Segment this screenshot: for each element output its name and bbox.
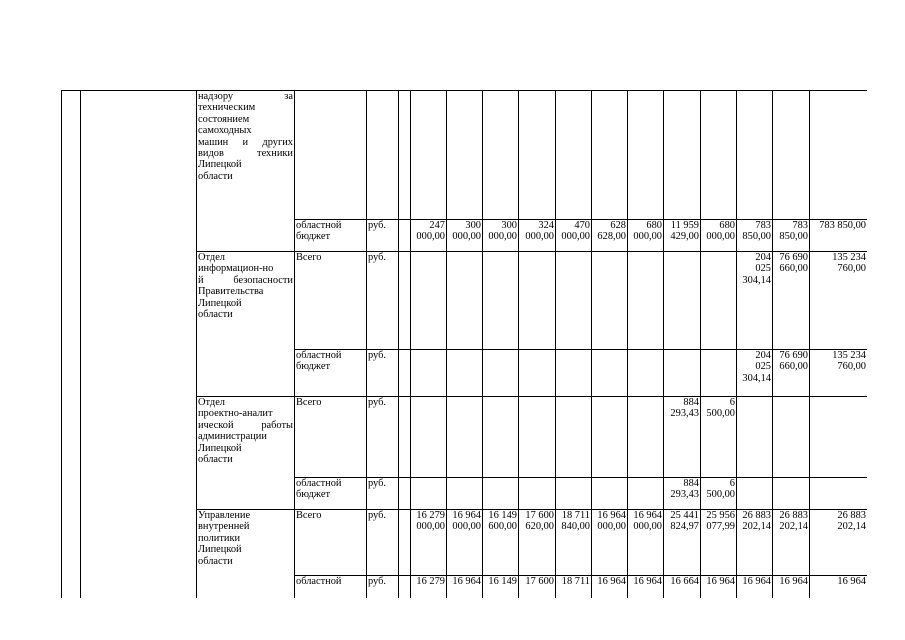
program-cell bbox=[81, 91, 197, 599]
organization-line: Липецкой bbox=[198, 297, 242, 309]
spacer-cell bbox=[399, 220, 411, 252]
amount-cell bbox=[737, 91, 773, 220]
amount-cell bbox=[556, 397, 592, 478]
organization-line: видов техники bbox=[198, 148, 293, 160]
unit-cell: руб. bbox=[367, 220, 399, 252]
amount-cell: 25 441 824,97 bbox=[664, 510, 701, 576]
amount-cell: 680 000,00 bbox=[628, 220, 664, 252]
amount-cell bbox=[411, 252, 447, 350]
amount-cell bbox=[556, 252, 592, 350]
amount-cell: 17 600 bbox=[519, 576, 556, 599]
organization-line: политики bbox=[198, 532, 241, 544]
amount-cell: 204 025 304,14 bbox=[737, 252, 773, 350]
amount-cell bbox=[701, 252, 737, 350]
amount-cell bbox=[628, 350, 664, 397]
funding-source-cell: Всего bbox=[295, 252, 367, 350]
amount-cell: 16 279 000,00 bbox=[411, 510, 447, 576]
organization-cell bbox=[197, 397, 295, 510]
organization-line: области bbox=[198, 170, 233, 182]
organization-line: области bbox=[198, 309, 233, 321]
amount-cell bbox=[483, 91, 519, 220]
amount-cell bbox=[411, 397, 447, 478]
amount-cell bbox=[773, 91, 810, 220]
amount-cell: 11 959 429,00 bbox=[664, 220, 701, 252]
amount-cell: 884 293,43 bbox=[664, 478, 701, 510]
organization-line: внутренней bbox=[198, 521, 250, 533]
organization-line: Управление bbox=[198, 510, 251, 521]
amount-cell bbox=[737, 478, 773, 510]
amount-cell bbox=[701, 350, 737, 397]
amount-cell: 16 964 bbox=[447, 576, 483, 599]
amount-cell: 783 850,00 bbox=[737, 220, 773, 252]
amount-cell: 300 000,00 bbox=[483, 220, 519, 252]
amount-cell bbox=[592, 397, 628, 478]
unit-cell: руб. bbox=[367, 252, 399, 350]
amount-cell: 16 964 000,00 bbox=[592, 510, 628, 576]
amount-cell bbox=[628, 252, 664, 350]
amount-cell: 470 000,00 bbox=[556, 220, 592, 252]
budget-table-fragment bbox=[61, 90, 867, 598]
organization-line: Липецкой bbox=[198, 159, 242, 171]
amount-cell: 6 500,00 bbox=[701, 397, 737, 478]
funding-source-cell: Всего bbox=[295, 397, 367, 478]
organization-line: состоянием bbox=[198, 113, 250, 125]
organization-line: Отдел bbox=[198, 397, 225, 408]
organization-line: Липецкой bbox=[198, 544, 242, 556]
funding-source-cell bbox=[295, 91, 367, 220]
amount-cell bbox=[664, 252, 701, 350]
amount-cell: 16 964 bbox=[773, 576, 810, 599]
amount-cell bbox=[519, 91, 556, 220]
amount-cell: 135 234 760,00 bbox=[810, 350, 868, 397]
amount-cell bbox=[519, 252, 556, 350]
organization-cell bbox=[197, 252, 295, 397]
funding-source-cell: областной бюджет bbox=[295, 220, 367, 252]
amount-cell bbox=[628, 397, 664, 478]
organization-line: машин и других bbox=[198, 136, 293, 148]
organization-line: самоходных bbox=[198, 125, 252, 137]
spacer-cell bbox=[399, 576, 411, 599]
unit-cell bbox=[367, 91, 399, 220]
amount-cell bbox=[701, 91, 737, 220]
organization-line: области bbox=[198, 454, 233, 466]
amount-cell bbox=[447, 252, 483, 350]
amount-cell: 18 711 bbox=[556, 576, 592, 599]
amount-cell bbox=[447, 91, 483, 220]
amount-cell: 628 628,00 bbox=[592, 220, 628, 252]
spacer-cell bbox=[399, 510, 411, 576]
amount-cell bbox=[556, 478, 592, 510]
amount-cell bbox=[483, 397, 519, 478]
amount-cell bbox=[447, 350, 483, 397]
amount-cell bbox=[628, 91, 664, 220]
amount-cell bbox=[447, 478, 483, 510]
amount-cell: 16 664 bbox=[664, 576, 701, 599]
organization-cell bbox=[197, 510, 295, 599]
amount-cell: 26 883 202,14 bbox=[737, 510, 773, 576]
organization-line: ической работы bbox=[198, 419, 293, 431]
organization-cell bbox=[197, 91, 295, 252]
amount-cell bbox=[810, 91, 868, 220]
amount-cell: 783 850,00 bbox=[773, 220, 810, 252]
organization-line: области bbox=[198, 555, 233, 567]
amount-cell: 26 883 202,14 bbox=[810, 510, 868, 576]
amount-cell: 300 000,00 bbox=[447, 220, 483, 252]
amount-cell: 16 149 bbox=[483, 576, 519, 599]
table-body bbox=[62, 91, 868, 599]
spacer-cell bbox=[399, 478, 411, 510]
amount-cell bbox=[592, 478, 628, 510]
amount-cell: 6 500,00 bbox=[701, 478, 737, 510]
amount-cell bbox=[556, 91, 592, 220]
amount-cell bbox=[411, 350, 447, 397]
organization-line: Правительства bbox=[198, 286, 264, 298]
amount-cell bbox=[628, 478, 664, 510]
amount-cell bbox=[411, 478, 447, 510]
organization-line: информацион-но bbox=[198, 263, 274, 275]
amount-cell: 16 964 bbox=[592, 576, 628, 599]
amount-cell bbox=[810, 478, 868, 510]
organization-line: проектно-аналит bbox=[198, 408, 273, 420]
funding-source-cell: областной бюджет bbox=[295, 478, 367, 510]
organization-line: администрации bbox=[198, 431, 267, 443]
number-cell bbox=[62, 91, 81, 599]
funding-source-cell: областной bbox=[295, 576, 367, 599]
amount-cell: 204 025 304,14 bbox=[737, 350, 773, 397]
amount-cell bbox=[810, 397, 868, 478]
unit-cell: руб. bbox=[367, 510, 399, 576]
amount-cell: 16 964 000,00 bbox=[628, 510, 664, 576]
amount-cell bbox=[519, 350, 556, 397]
amount-cell: 16 964 000,00 bbox=[447, 510, 483, 576]
organization-line: надзору за bbox=[198, 91, 293, 102]
amount-cell bbox=[773, 397, 810, 478]
amount-cell: 247 000,00 bbox=[411, 220, 447, 252]
amount-cell: 16 964 bbox=[701, 576, 737, 599]
amount-cell: 17 600 620,00 bbox=[519, 510, 556, 576]
spacer-cell bbox=[399, 350, 411, 397]
amount-cell bbox=[664, 91, 701, 220]
amount-cell bbox=[519, 478, 556, 510]
amount-cell bbox=[737, 397, 773, 478]
spacer-cell bbox=[399, 91, 411, 220]
funding-source-cell: областной бюджет bbox=[295, 350, 367, 397]
amount-cell: 16 149 600,00 bbox=[483, 510, 519, 576]
amount-cell bbox=[773, 478, 810, 510]
amount-cell bbox=[592, 91, 628, 220]
amount-cell bbox=[483, 350, 519, 397]
amount-cell: 324 000,00 bbox=[519, 220, 556, 252]
budget-table bbox=[61, 90, 867, 598]
amount-cell: 76 690 660,00 bbox=[773, 252, 810, 350]
amount-cell: 16 964 bbox=[628, 576, 664, 599]
amount-cell: 135 234 760,00 bbox=[810, 252, 868, 350]
amount-cell bbox=[483, 478, 519, 510]
amount-cell: 26 883 202,14 bbox=[773, 510, 810, 576]
organization-line: Отдел bbox=[198, 252, 225, 263]
amount-cell: 76 690 660,00 bbox=[773, 350, 810, 397]
amount-cell: 16 964 bbox=[810, 576, 868, 599]
amount-cell: 16 279 bbox=[411, 576, 447, 599]
amount-cell bbox=[447, 397, 483, 478]
amount-cell bbox=[519, 397, 556, 478]
funding-source-cell: Всего bbox=[295, 510, 367, 576]
amount-cell bbox=[592, 252, 628, 350]
unit-cell: руб. bbox=[367, 478, 399, 510]
unit-cell: руб. bbox=[367, 397, 399, 478]
unit-cell: руб. bbox=[367, 576, 399, 599]
amount-cell: 680 000,00 bbox=[701, 220, 737, 252]
amount-cell: 18 711 840,00 bbox=[556, 510, 592, 576]
spacer-cell bbox=[399, 397, 411, 478]
spacer-cell bbox=[399, 252, 411, 350]
amount-cell bbox=[664, 350, 701, 397]
amount-cell: 16 964 bbox=[737, 576, 773, 599]
amount-cell bbox=[483, 252, 519, 350]
amount-cell bbox=[556, 350, 592, 397]
amount-cell: 783 850,00 bbox=[810, 220, 868, 252]
amount-cell bbox=[592, 350, 628, 397]
organization-line: Липецкой bbox=[198, 442, 242, 454]
organization-line: техническим bbox=[198, 102, 256, 114]
table-row bbox=[62, 91, 868, 220]
amount-cell bbox=[411, 91, 447, 220]
amount-cell: 25 956 077,99 bbox=[701, 510, 737, 576]
amount-cell: 884 293,43 bbox=[664, 397, 701, 478]
unit-cell: руб. bbox=[367, 350, 399, 397]
organization-line: й безопасности bbox=[198, 274, 293, 286]
